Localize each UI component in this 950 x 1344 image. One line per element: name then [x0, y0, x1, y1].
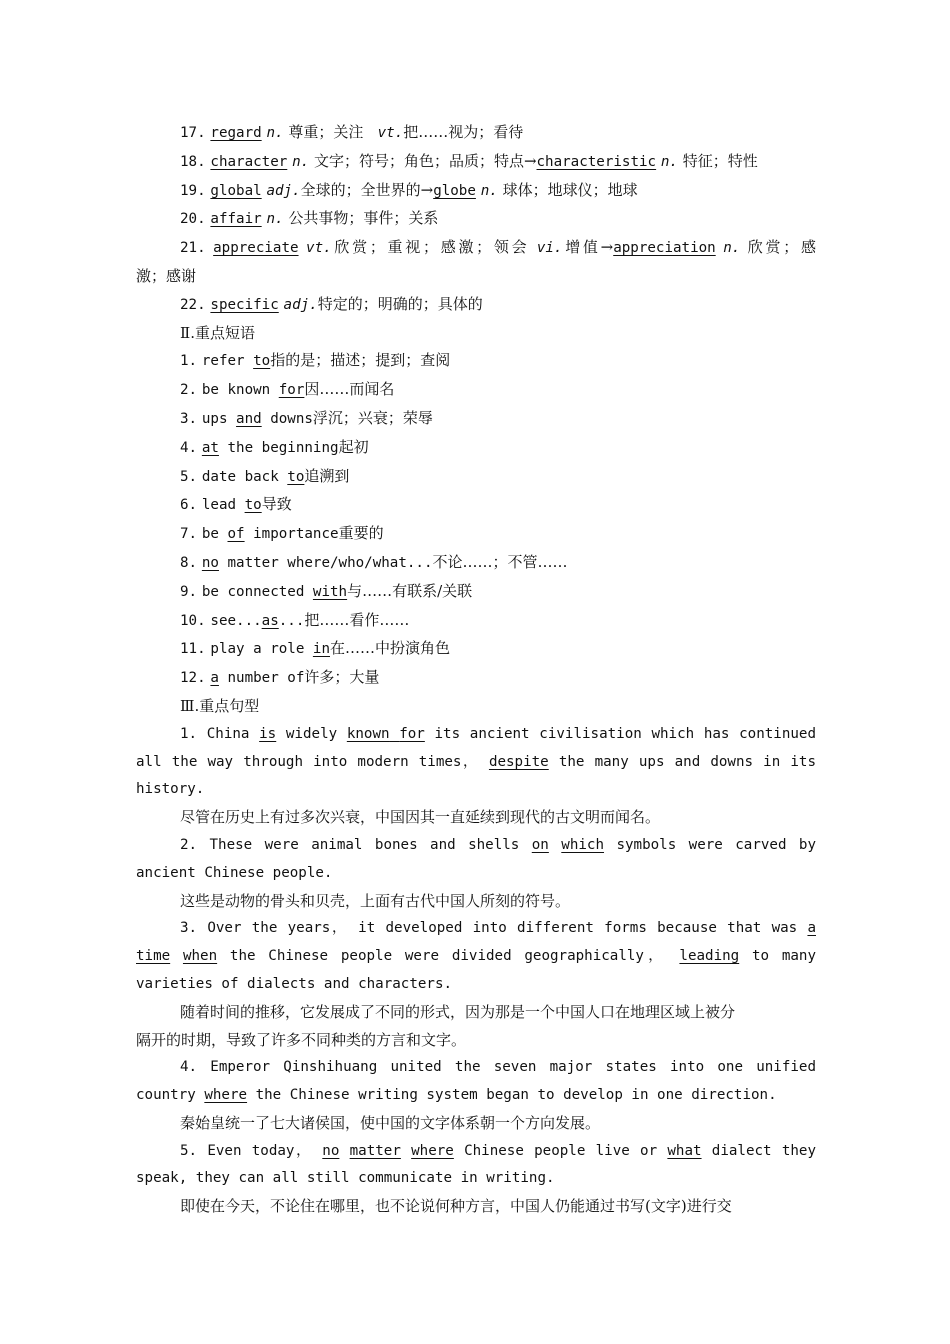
phrase-meaning: 浮沉；兴衰；荣辱: [312, 408, 433, 427]
phrase-item: [136, 520, 816, 549]
phrase-number: 6.: [180, 497, 198, 514]
phrase-meaning: 重要的: [338, 524, 384, 543]
vocab-word: affair: [210, 211, 262, 228]
phrase-key-word: as: [261, 612, 279, 629]
phrase-meaning: 把……看作……: [304, 610, 410, 629]
phrase-text: ...: [278, 612, 305, 629]
phrase-meaning: 在……中扮演角色: [330, 639, 451, 658]
section-heading-phrases: Ⅱ.重点短语: [180, 323, 255, 342]
phrase-number: 4.: [180, 439, 198, 456]
phrase-number: 8.: [180, 554, 198, 571]
phrase-text: number of: [218, 670, 305, 687]
phrase-meaning: 不论……；不管……: [432, 552, 568, 571]
vocab-word: global: [210, 182, 262, 199]
phrase-key-word: of: [227, 526, 245, 543]
phrase-meaning: 起初: [338, 437, 369, 456]
vocab-word: appreciate: [213, 240, 299, 257]
phrase-text: lead: [201, 497, 245, 514]
vocab-word: regard: [210, 125, 262, 141]
phrase-item: [136, 347, 816, 376]
section-heading-sentences: Ⅲ.重点句型: [180, 696, 260, 715]
sentence-5-translation: 即使在今天，不论住在哪里，也不论说何种方言，中国人仍能通过书写(文字)进行交: [180, 1197, 732, 1216]
phrase-number: 3.: [180, 410, 198, 427]
sentence-2-translation: 这些是动物的骨头和贝壳，上面有古代中国人所刻的符号。: [180, 891, 571, 910]
sentence-1-translation: 尽管在历史上有过多次兴衰，中国因其一直延续到现代的古文明而闻名。: [180, 808, 661, 827]
phrase-text: ups: [201, 410, 237, 427]
phrase-item: [136, 463, 816, 492]
phrase-key-word: and: [236, 410, 262, 427]
sentence-3-translation-1: 随着时间的推移，它发展成了不同的形式，因为那是一个中国人口在地理区域上被分: [180, 1002, 736, 1021]
phrase-item: [136, 664, 816, 693]
phrase-item: [136, 434, 816, 463]
vocab-item-21: 21. appreciate vt.欣赏；重视；感激；领会 vi.增值→appreciation n. 欣赏；感: [180, 238, 816, 257]
phrase-key-word: a: [210, 670, 219, 687]
sentence-1-line-3: history.: [136, 781, 205, 798]
sentence-4-line-2: country where the Chinese writing system began to develop in one direction.: [136, 1087, 777, 1104]
phrase-number: 1.: [180, 353, 198, 370]
sentence-3-line-2: time when the Chinese people were divided geographically， leading to many: [136, 948, 816, 965]
phrase-item: [136, 376, 816, 405]
sentence-5-line-1: 5. Even today， no matter where Chinese people live or what dialect they: [180, 1142, 816, 1159]
phrase-number: 12.: [180, 670, 206, 687]
phrase-text: date back: [201, 468, 288, 485]
phrase-text: matter where/who/what...: [218, 554, 433, 571]
phrase-item: [136, 549, 816, 578]
phrase-text: refer: [201, 353, 254, 370]
derived-word: globe: [433, 182, 476, 199]
phrase-meaning: 因……而闻名: [304, 380, 395, 399]
sentence-3-translation-2: 隔开的时期，导致了许多不同种类的方言和文字。: [136, 1030, 467, 1049]
phrase-item: [136, 635, 816, 664]
sentence-4-line-1: 4. Emperor Qinshihuang united the seven major states into one unified: [180, 1059, 816, 1076]
phrase-meaning: 指的是；描述；提到；查阅: [270, 351, 451, 370]
phrase-meaning: 与……有联系/关联: [347, 581, 473, 600]
phrase-key-word: for: [278, 382, 305, 399]
phrase-number: 2.: [180, 382, 198, 399]
phrase-text: be known: [201, 382, 279, 399]
phrase-text: be connected: [201, 583, 313, 600]
vocab-item-22: 22. specific adj.特定的；明确的；具体的: [180, 294, 483, 313]
phrase-key-word: at: [201, 439, 219, 456]
phrase-number: 7.: [180, 526, 198, 543]
document-page: [136, 119, 816, 1221]
phrase-text: be: [201, 526, 228, 543]
phrase-key-word: no: [201, 554, 219, 571]
phrase-key-word: to: [244, 497, 262, 514]
phrase-list: [136, 347, 816, 693]
phrase-meaning: 导致: [261, 495, 292, 514]
phrase-text: downs: [261, 410, 313, 427]
phrase-item: [136, 405, 816, 434]
vocab-item-21-continued: 激；感谢: [136, 266, 197, 285]
phrase-number: 9.: [180, 583, 198, 600]
sentence-1-line-1: 1. China is widely known for its ancient civilisation which has continued: [180, 725, 816, 742]
phrase-key-word: in: [312, 641, 330, 658]
phrase-meaning: 许多；大量: [304, 668, 380, 687]
phrase-text: play a role: [210, 641, 313, 658]
sentence-3-line-1: 3. Over the years， it developed into different forms because that was a: [180, 920, 816, 937]
vocab-item-19: 19. global adj.全球的；全世界的→globe n. 球体；地球仪；地球: [180, 180, 638, 199]
phrase-number: 5.: [180, 468, 198, 485]
phrase-text: importance: [244, 526, 339, 543]
sentence-3-line-3: varieties of dialects and characters.: [136, 975, 453, 992]
sentence-1-line-2: all the way through into modern times， despite the many ups and downs in its: [136, 753, 816, 770]
phrase-text: the beginning: [218, 439, 339, 456]
sentence-4-translation: 秦始皇统一了七大诸侯国，使中国的文字体系朝一个方向发展。: [180, 1113, 601, 1132]
phrase-key-word: to: [253, 353, 271, 370]
sentence-2-line-2: ancient Chinese people.: [136, 864, 333, 881]
phrase-meaning: 追溯到: [304, 466, 350, 485]
phrase-number: 10.: [180, 612, 206, 629]
phrase-text: see...: [210, 612, 262, 629]
sentence-2-line-1: 2. These were animal bones and shells on which symbols were carved by: [180, 836, 816, 853]
vocab-item-18: 18. character n. 文字；符号；角色；品质；特点→characteristic n. 特征；特性: [180, 151, 758, 170]
vocab-item-20: 20. affair n. 公共事物；事件；关系: [180, 209, 439, 228]
phrase-item: [136, 578, 816, 607]
phrase-item: [136, 607, 816, 636]
vocab-word: specific: [210, 296, 279, 313]
derived-word: appreciation: [613, 240, 716, 257]
phrase-key-word: to: [287, 468, 305, 485]
vocab-item-17: 17. regard n. 尊重；关注 vt.把……视为；看待: [180, 123, 524, 141]
derived-word: characteristic: [536, 153, 657, 170]
vocab-word: character: [210, 153, 288, 170]
phrase-number: 11.: [180, 641, 206, 658]
sentence-5-line-2: speak, they can all still communicate in writing.: [136, 1170, 555, 1187]
phrase-key-word: with: [312, 583, 348, 600]
phrase-item: [136, 491, 816, 520]
